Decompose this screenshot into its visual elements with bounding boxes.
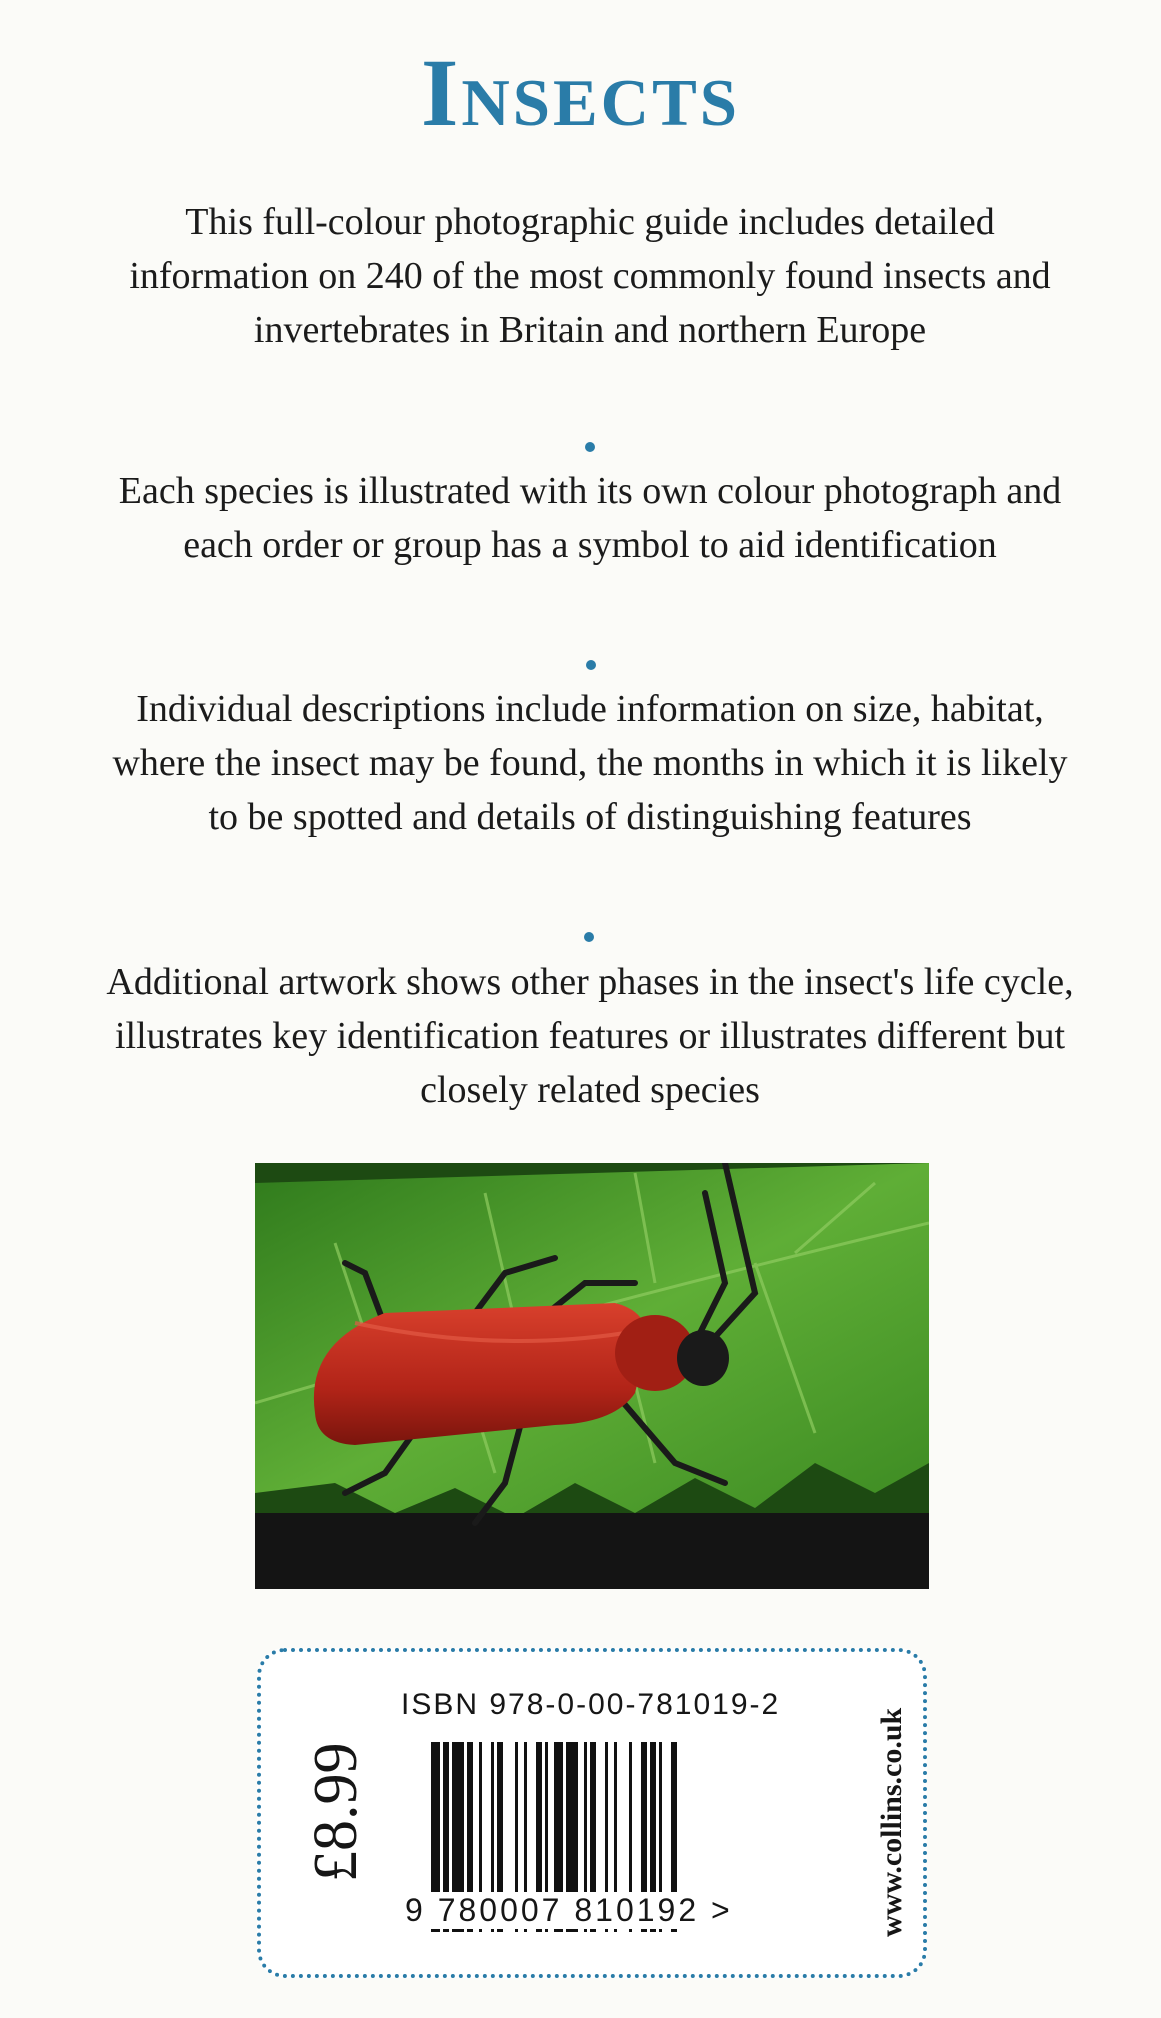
description-paragraph-3: Individual descriptions include information on size, habitat, where the insect may be found, the months in which it is likely to be spotted and details of distinguishing features [112,688,1068,838]
description-paragraph-1: This full-colour photographic guide includes detailed information on 240 of the most commonly found insects and invertebrates in Britain and northern Europe [129,201,1051,351]
barcode-number: 9 780007 810192 > [401,1892,737,1929]
isbn-label: ISBN 978-0-00-781019-2 [401,1688,781,1721]
barcode-panel [257,1648,927,1978]
bullet-separator [586,660,596,670]
price-label: £8.99 [302,1742,370,1882]
cardinal-beetle-photo [255,1163,929,1589]
description-paragraph-4: Additional artwork shows other phases in the insect's life cycle, illustrates key identification features or illustrates different but closely related species [106,961,1074,1111]
book-title: Insects [420,39,741,146]
bullet-separator [584,932,594,942]
publisher-website: www.collins.co.uk [875,1707,908,1937]
description-paragraph-2: Each species is illustrated with its own colour photograph and each order or group has a symbol to aid identification [118,470,1062,566]
bullet-separator [585,442,595,452]
